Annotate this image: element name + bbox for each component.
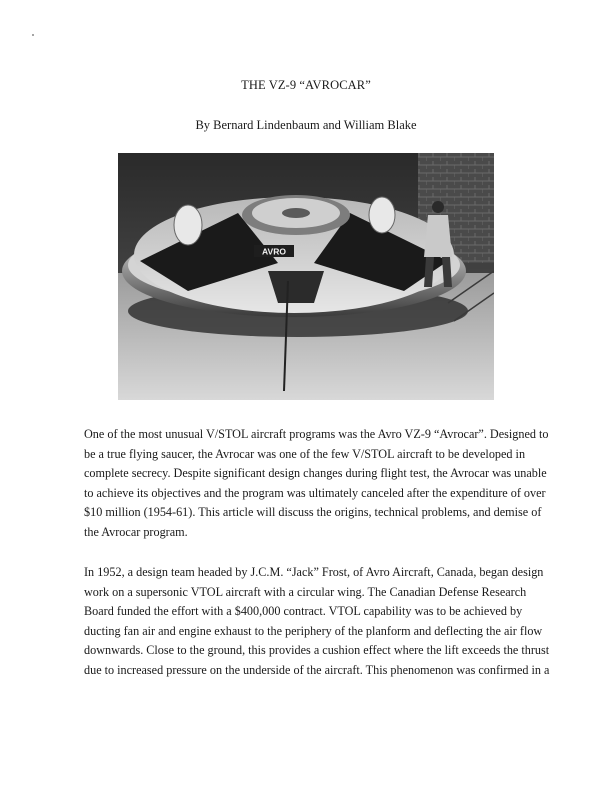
avro-marking: AVRO — [262, 246, 286, 257]
paragraph-line: be a true flying saucer, the Avrocar was one of the few V/STOL aircraft to be developed in — [84, 446, 526, 461]
paragraph-line: downwards. Close to the ground, this provides a cushion effect where the lift exceeds the thrust — [84, 643, 550, 658]
paragraph-line: One of the most unusual V/STOL aircraft programs was the Avro VZ-9 “Avrocar”. Designed to — [84, 427, 549, 441]
paragraph-line: In 1952, a design team headed by J.C.M. “Jack” Frost, of Avro Aircraft, Canada, began design — [84, 565, 544, 579]
paragraph-line: the Avrocar program. — [84, 524, 188, 539]
paragraph-line: complete secrecy. Despite significant design changes during flight test, the Avrocar was unable — [84, 466, 547, 481]
history-paragraph — [84, 563, 550, 681]
avrocar-photo-illustration — [118, 153, 494, 400]
author-byline: By Bernard Lindenbaum and William Blake — [195, 118, 417, 132]
paragraph-line: work on a supersonic VTOL aircraft with a circular wing. The Canadian Defense Research — [84, 584, 527, 599]
avrocar-photo — [118, 153, 494, 400]
paragraph-line: Board funded the effort with a $400,000 contract. VTOL capability was to be achieved by — [84, 604, 523, 619]
paragraph-line: to achieve its objectives and the program was ultimately canceled after the expenditure of over — [84, 485, 546, 500]
document-title: THE VZ-9 “AVROCAR” — [241, 78, 371, 92]
paragraph-line: due to increased pressure on the underside of the aircraft. This phenomenon was confirmed in a — [84, 662, 550, 677]
scan-speck — [32, 34, 34, 36]
paragraph-line: ducting fan air and engine exhaust to the periphery of the planform and deflecting the air flow — [84, 623, 543, 638]
paragraph-line: $10 million (1954-61). This article will discuss the origins, technical problems, and demise of — [84, 505, 542, 520]
intro-paragraph — [84, 425, 549, 543]
